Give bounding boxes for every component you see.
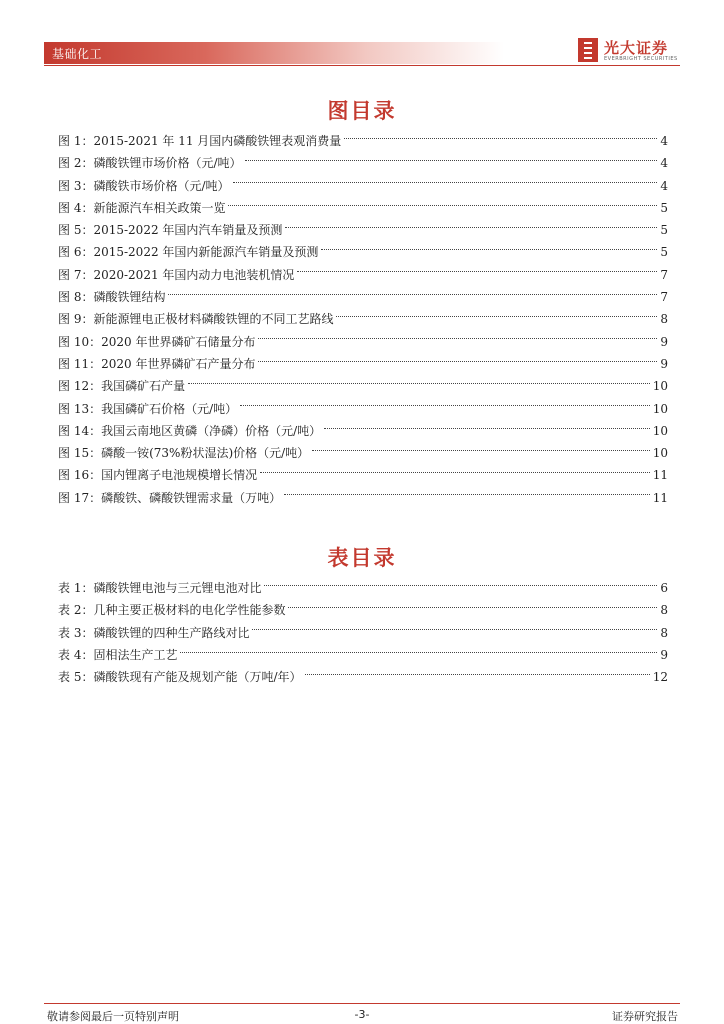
- figure-index-item[interactable]: [58, 375, 668, 397]
- figure-index-item[interactable]: [58, 487, 668, 509]
- toc-item-label: 图 13：: [58, 401, 102, 416]
- company-logo: [578, 36, 678, 66]
- report-type: 证券研究报告: [612, 1010, 678, 1023]
- toc-item-page: 4: [660, 156, 668, 171]
- toc-leader-dots: [288, 607, 657, 608]
- toc-item-title: 2020 年世界磷矿石储量分布: [101, 334, 256, 349]
- toc-item-page: 5: [660, 245, 668, 260]
- toc-item-label: 图 12：: [58, 379, 102, 394]
- toc-item-page: 8: [660, 625, 668, 640]
- toc-item-page: 5: [660, 223, 668, 238]
- toc-item-label: 图 6：: [58, 245, 94, 260]
- toc-item-title: 磷酸铁市场价格（元/吨）: [93, 178, 230, 193]
- toc-item-title: 磷酸铁锂电池与三元锂电池对比: [93, 581, 262, 595]
- toc-item-title: 我国磷矿石产量: [101, 379, 186, 394]
- toc-leader-dots: [258, 338, 657, 339]
- toc-item-title: 磷酸铁、磷酸铁锂需求量（万吨）: [101, 490, 282, 505]
- figure-index-item[interactable]: [58, 175, 668, 197]
- logo-name: 光大证券: [604, 39, 669, 57]
- figure-index-title: 图目录: [327, 99, 397, 123]
- figure-index-item[interactable]: [58, 442, 668, 464]
- figure-index-item[interactable]: [58, 130, 668, 152]
- toc-item-label: 图 3：: [58, 178, 94, 193]
- toc-leader-dots: [336, 316, 657, 317]
- toc-item-label: 图 16：: [58, 468, 102, 483]
- toc-item-label: 图 11：: [58, 356, 102, 371]
- toc-leader-dots: [258, 361, 657, 362]
- toc-item-title: 磷酸铁现有产能及规划产能（万吨/年）: [93, 670, 302, 685]
- toc-item-page: 7: [660, 290, 668, 305]
- toc-leader-dots: [324, 428, 650, 429]
- toc-leader-dots: [240, 405, 650, 406]
- toc-item-label: 图 9：: [58, 312, 94, 327]
- toc-item-page: 4: [660, 178, 668, 193]
- toc-item-page: 10: [652, 423, 668, 438]
- toc-item-label: 图 8：: [58, 290, 94, 305]
- figure-index-item[interactable]: [58, 353, 668, 375]
- toc-item-title: 新能源锂电正极材料磷酸铁锂的不同工艺路线: [93, 312, 334, 327]
- toc-item-label: 表 5：: [58, 670, 94, 685]
- toc-item-label: 图 14：: [58, 423, 102, 438]
- toc-item-page: 9: [660, 334, 668, 349]
- figure-index-list: [58, 130, 668, 509]
- toc-leader-dots: [321, 249, 657, 250]
- toc-item-page: 9: [660, 356, 668, 371]
- toc-leader-dots: [233, 182, 658, 183]
- toc-leader-dots: [188, 383, 650, 384]
- toc-item-title: 我国云南地区黄磷（净磷）价格（元/吨）: [101, 423, 322, 438]
- logo-mark-icon: [578, 38, 598, 62]
- section-tag: 基础化工: [52, 47, 103, 61]
- toc-leader-dots: [312, 450, 650, 451]
- toc-item-page: 11: [652, 468, 668, 483]
- toc-item-label: 表 1：: [58, 581, 94, 595]
- toc-item-title: 几种主要正极材料的电化学性能参数: [93, 603, 286, 618]
- toc-leader-dots: [264, 585, 657, 586]
- toc-item-title: 2020-2021 年国内动力电池装机情况: [93, 267, 295, 282]
- logo-subtitle: EVERBRIGHT SECURITIES: [604, 56, 678, 62]
- toc-item-title: 磷酸铁锂结构: [93, 290, 166, 305]
- table-index-item[interactable]: [58, 644, 668, 666]
- table-index-item[interactable]: [58, 599, 668, 621]
- toc-item-label: 图 10：: [58, 334, 102, 349]
- figure-index-item[interactable]: [58, 152, 668, 174]
- toc-item-label: 表 4：: [58, 647, 94, 662]
- toc-item-label: 表 3：: [58, 625, 94, 640]
- toc-item-title: 磷酸一铵(73%粉状湿法)价格（元/吨）: [101, 446, 310, 461]
- toc-item-title: 固相法生产工艺: [93, 647, 178, 662]
- toc-item-title: 我国磷矿石价格（元/吨）: [101, 401, 238, 416]
- toc-leader-dots: [344, 138, 657, 139]
- toc-item-label: 图 1：: [58, 134, 94, 148]
- toc-leader-dots: [284, 494, 650, 495]
- footer-divider: [44, 1003, 680, 1004]
- toc-item-page: 10: [652, 446, 668, 461]
- table-index-list: [58, 577, 668, 688]
- toc-leader-dots: [297, 271, 657, 272]
- toc-leader-dots: [168, 294, 657, 295]
- figure-index-item[interactable]: [58, 331, 668, 353]
- toc-item-title: 新能源汽车相关政策一览: [93, 200, 226, 215]
- table-index-item[interactable]: [58, 666, 668, 688]
- toc-item-title: 磷酸铁锂市场价格（元/吨）: [93, 156, 242, 171]
- table-index-title: 表目录: [327, 546, 397, 570]
- toc-leader-dots: [228, 205, 657, 206]
- toc-item-page: 10: [652, 401, 668, 416]
- toc-leader-dots: [252, 629, 657, 630]
- toc-leader-dots: [305, 674, 650, 675]
- toc-item-page: 4: [660, 134, 668, 148]
- toc-item-title: 国内锂离子电池规模增长情况: [101, 468, 258, 483]
- table-index-item[interactable]: [58, 622, 668, 644]
- toc-item-label: 图 15：: [58, 446, 102, 461]
- toc-item-label: 图 7：: [58, 267, 94, 282]
- toc-leader-dots: [260, 472, 650, 473]
- toc-item-page: 11: [652, 490, 668, 505]
- figure-index-item[interactable]: [58, 308, 668, 330]
- toc-item-label: 图 17：: [58, 490, 102, 505]
- disclaimer-note: 敬请参阅最后一页特别声明: [47, 1010, 179, 1023]
- toc-item-page: 7: [660, 267, 668, 282]
- toc-leader-dots: [285, 227, 657, 228]
- toc-item-title: 2020 年世界磷矿石产量分布: [101, 356, 256, 371]
- figure-index-item[interactable]: [58, 241, 668, 263]
- toc-item-page: 12: [652, 670, 668, 685]
- toc-item-page: 5: [660, 200, 668, 215]
- figure-index-item[interactable]: [58, 219, 668, 241]
- figure-index-item[interactable]: [58, 420, 668, 442]
- toc-item-title: 磷酸铁锂的四种生产路线对比: [93, 625, 250, 640]
- toc-item-page: 9: [660, 647, 668, 662]
- toc-item-title: 2015-2022 年国内汽车销量及预测: [93, 223, 283, 238]
- figure-index-item[interactable]: [58, 398, 668, 420]
- figure-index-item[interactable]: [58, 197, 668, 219]
- toc-item-page: 6: [660, 581, 668, 595]
- toc-item-label: 表 2：: [58, 603, 94, 618]
- figure-index-item[interactable]: [58, 286, 668, 308]
- toc-item-page: 8: [660, 312, 668, 327]
- toc-item-title: 2015-2022 年国内新能源汽车销量及预测: [93, 245, 319, 260]
- figure-index-item[interactable]: [58, 464, 668, 486]
- toc-item-page: 8: [660, 603, 668, 618]
- table-index-item[interactable]: [58, 577, 668, 599]
- page-number: -3-: [354, 1008, 370, 1021]
- toc-item-label: 图 2：: [58, 156, 94, 171]
- toc-leader-dots: [180, 652, 657, 653]
- figure-index-item[interactable]: [58, 264, 668, 286]
- header-bar: [44, 42, 504, 64]
- toc-item-page: 10: [652, 379, 668, 394]
- toc-item-title: 2015-2021 年 11 月国内磷酸铁锂表观消费量: [93, 134, 342, 148]
- toc-leader-dots: [245, 160, 658, 161]
- toc-item-label: 图 4：: [58, 200, 94, 215]
- toc-item-label: 图 5：: [58, 223, 94, 238]
